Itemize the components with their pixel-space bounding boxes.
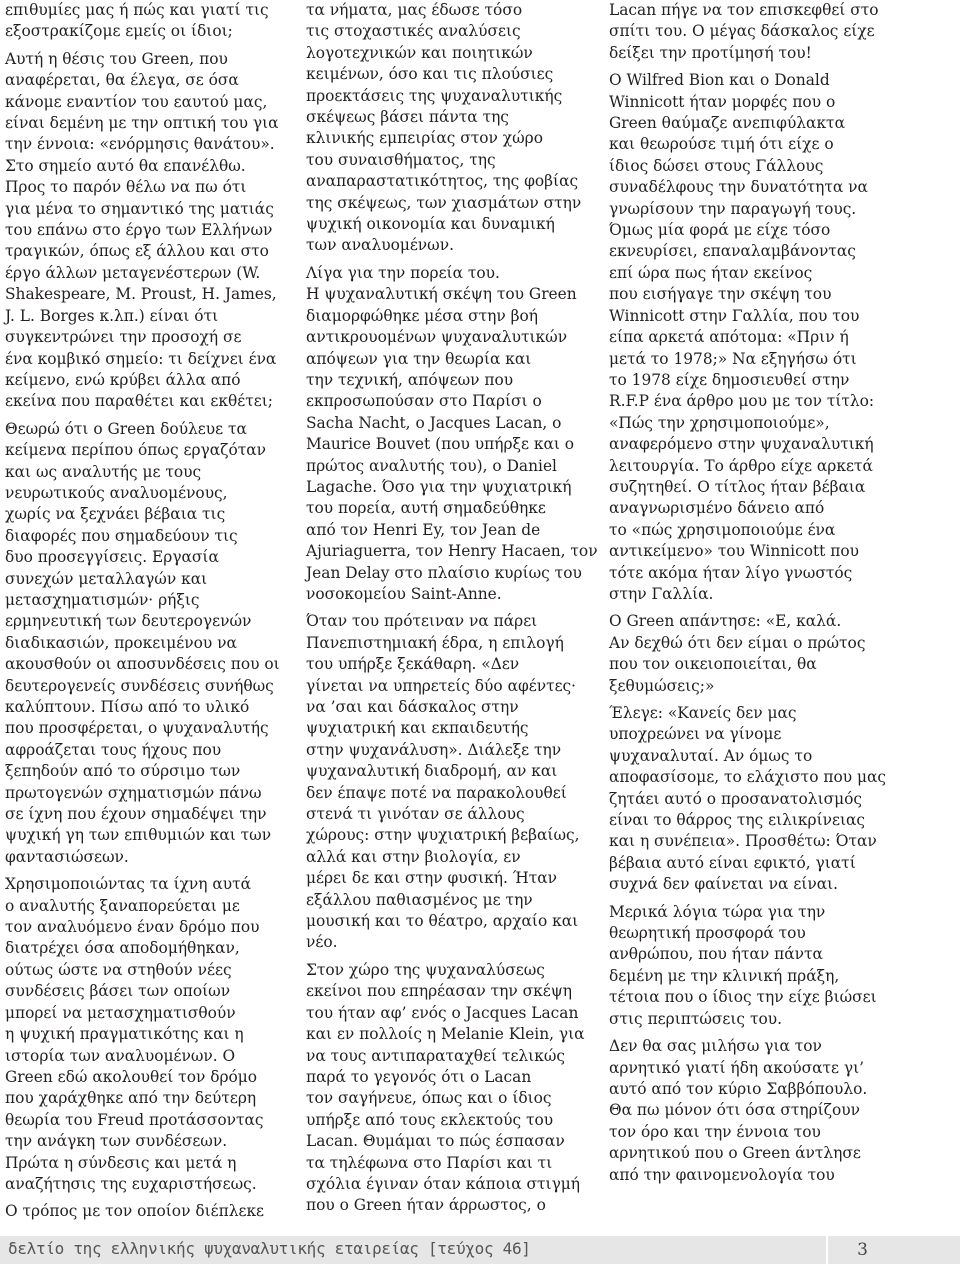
text-line: φαντασιώσεων. bbox=[5, 847, 129, 866]
text-line: διαφορές που σημαδεύουν τις bbox=[5, 526, 238, 545]
text-line: ζητάει αυτό ο προσανατολισμός bbox=[609, 789, 862, 808]
text-line: Winnicott στην Γαλλία, που του bbox=[609, 306, 860, 325]
text-line: Έλεγε: «Κανείς δεν μας bbox=[609, 704, 797, 722]
text-line: στην Γαλλία. bbox=[609, 584, 714, 603]
text-line: απόψεων για την θεωρία και bbox=[306, 349, 532, 368]
text-line: σχόλια έγιναν όταν κάποια στιγμή bbox=[306, 1174, 580, 1193]
text-line: Μερικά λόγια τώρα για την bbox=[609, 902, 826, 921]
text-column-right bbox=[609, 0, 955, 1192]
text-line: «Πώς την χρησιμοποιούμε», bbox=[609, 413, 830, 432]
paragraph bbox=[609, 0, 955, 64]
page-number: 3 bbox=[857, 1240, 868, 1260]
text-line: κλινικής εμπειρίας στον χώρο bbox=[306, 129, 543, 148]
text-line: γνωρίσουν την παραγωγή τους. bbox=[609, 199, 857, 218]
text-line: τέτοια που ο ίδιος την είχε βιώσει bbox=[609, 988, 877, 1007]
text-line: Maurice Bouvet (που υπήρξε και ο bbox=[306, 435, 575, 454]
text-line: μπορεί να μετασχηματισθούν bbox=[5, 1003, 236, 1022]
text-line: ξεπηδούν από το σύρσιμο των bbox=[5, 762, 241, 781]
text-line: έργο άλλων μεταγενέστερων (W. bbox=[5, 263, 261, 282]
text-line: Shakespeare, M. Proust, H. James, bbox=[5, 285, 277, 304]
paragraph bbox=[5, 0, 305, 43]
text-line: ψυχιατρική και εκπαιδευτής bbox=[306, 719, 529, 738]
footer-page-box bbox=[828, 1236, 960, 1264]
text-line: ψυχαναλυτική διαδρομή, αν και bbox=[306, 762, 558, 781]
text-line: θεωρητική προσφορά του bbox=[609, 924, 806, 943]
paragraph bbox=[5, 1201, 305, 1222]
text-line: αντικρουομένων ψυχαναλυτικών bbox=[306, 328, 568, 347]
text-line: εκπροσωπούσαν στο Παρίσι ο bbox=[306, 392, 542, 411]
text-line: Όμως μία φορά με είχε τόσο bbox=[609, 221, 831, 240]
text-line: Πανεπιστημιακή έδρα, η επιλογή bbox=[306, 633, 564, 652]
text-line: από τον Henri Ey, τον Jean de bbox=[306, 520, 541, 539]
paragraph bbox=[5, 874, 305, 1195]
text-line: να τους αντιπαραταχθεί τελικώς bbox=[306, 1046, 566, 1065]
text-line: είπα αρκετά απότομα: «Πριν ή bbox=[609, 328, 849, 347]
text-column-left bbox=[5, 0, 305, 1229]
footer-bar bbox=[0, 1236, 826, 1264]
text-line: δευτερογενείς συνδέσεις συνήθως bbox=[5, 676, 274, 695]
text-line: Ο Green απάντησε: «Ε, καλά. bbox=[609, 612, 842, 631]
paragraph bbox=[5, 49, 305, 413]
text-line: επιθυμίες μας ή πώς και γιατί τις bbox=[5, 1, 269, 19]
text-line: και εν πολλοίς η Melanie Klein, για bbox=[306, 1025, 585, 1044]
text-line: του συναισθήματος, της bbox=[306, 150, 496, 169]
text-line: επί ώρα πως ήταν εκείνος bbox=[609, 263, 813, 282]
text-line: θεωρία του Freud προτάσσοντας bbox=[5, 1110, 264, 1129]
text-line: ίδιος δώσει στους Γάλλους bbox=[609, 156, 824, 175]
text-line: εξάλλου παθιασμένος με την bbox=[306, 890, 533, 909]
text-line: συγκεντρώνει την προσοχή σε bbox=[5, 328, 242, 347]
text-line: Green θαύμαζε ανεπιφύλακτα bbox=[609, 114, 845, 133]
text-line: διαμορφώθηκε μέσα στην βοή bbox=[306, 306, 538, 325]
paragraph bbox=[609, 70, 955, 605]
text-line: Στον χώρο της ψυχαναλύσεως bbox=[306, 960, 545, 979]
footer-publication-title: δελτίο της ελληνικής ψυχαναλυτικής εταιρείας [τεύχος 46] bbox=[8, 1239, 531, 1258]
paragraph bbox=[609, 611, 955, 697]
text-line: εξοστρακίζομε εμείς οι ίδιοι; bbox=[5, 22, 233, 41]
text-line: δεν έπαψε ποτέ να παρακολουθεί bbox=[306, 783, 567, 802]
text-line: Θα πω μόνον ότι όσα στηρίζουν bbox=[609, 1101, 861, 1120]
text-line: Ο Wilfred Bion και ο Donald bbox=[609, 71, 830, 90]
text-line: αρνητικό γιατί ήδη ακούσατε γι’ bbox=[609, 1058, 865, 1077]
text-line: αναγνωρισμένο δάνειο από bbox=[609, 499, 825, 518]
text-line: Lacan πήγε να τον επισκεφθεί στο bbox=[609, 1, 879, 19]
text-line: ιστορία των αναλυομένων. Ο bbox=[5, 1046, 236, 1065]
text-line: τον αναλυόμενο έναν δρόμο που bbox=[5, 918, 260, 937]
text-line: ο αναλυτής ξαναπορεύεται με bbox=[5, 896, 240, 915]
text-line: από την φαινομενολογία του bbox=[609, 1165, 835, 1184]
text-line: συνδέσεις βάσει των οποίων bbox=[5, 982, 231, 1001]
text-line: αντικείμενο» του Winnicott που bbox=[609, 542, 859, 561]
text-line: Η ψυχαναλυτική σκέψη του Green bbox=[306, 285, 577, 304]
text-line: των αναλυομένων. bbox=[306, 236, 454, 255]
text-line: διατρέχει όσα αποδομήθηκαν, bbox=[5, 939, 240, 958]
text-line: να ’σαι και δάσκαλος στην bbox=[306, 698, 519, 716]
text-line: Χρησιμοποιώντας τα ίχνη αυτά bbox=[5, 875, 252, 894]
text-line: σε ίχνη που έχουν σημαδέψει την bbox=[5, 805, 267, 824]
text-line: εκείνα που παραθέτει και εκθέτει; bbox=[5, 392, 273, 411]
text-line: δείξει την προτίμησή του! bbox=[609, 43, 812, 62]
text-line: ερμηνευτική των δευτερογενών bbox=[5, 612, 252, 631]
text-line: Δεν θα σας μιλήσω για τον bbox=[609, 1037, 822, 1056]
text-line: δυο προσεγγίσεις. Εργασία bbox=[5, 548, 219, 567]
text-line: ούτως ώστε να στηθούν νέες bbox=[5, 960, 232, 979]
text-line: συνεχών μεταλλαγών και bbox=[5, 569, 208, 588]
text-line: Λίγα για την πορεία του. bbox=[306, 263, 500, 282]
text-line: μετασχηματισμών· ρήξις bbox=[5, 590, 200, 609]
text-line: αρνητικού που ο Green άντλησε bbox=[609, 1144, 861, 1163]
text-line: ακουσθούν οι αποσυνδέσεις που οι bbox=[5, 655, 280, 674]
text-line: την έννοια: «ενόρμησις θανάτου». bbox=[5, 135, 275, 154]
text-line: του ήταν αφ’ ενός ο Jacques Lacan bbox=[306, 1003, 579, 1022]
text-line: νευρωτικούς αναλυομένους, bbox=[5, 483, 228, 502]
text-line: νέο. bbox=[306, 933, 338, 952]
text-line: για μένα το σημαντικό της ματιάς bbox=[5, 199, 274, 218]
text-line: λειτουργία. Το άρθρο είχε αρκετά bbox=[609, 456, 873, 475]
text-line: που εισήγαγε την σκέψη του bbox=[609, 285, 832, 304]
text-line: Ajuriaguerra, τον Henry Hacaen, τον bbox=[306, 542, 598, 561]
text-line: γίνεται να υπηρετείς δύο αφέντες· bbox=[306, 676, 577, 695]
text-line: μετά το 1978;» Να εξηγήσω ότι bbox=[609, 349, 857, 368]
text-line: του υπήρξε ξεκάθαρη. «Δεν bbox=[306, 655, 520, 674]
text-line: του πορεία, αυτή σημαδεύθηκε bbox=[306, 499, 546, 518]
text-line: μουσική και το θέατρο, αρχαίο και bbox=[306, 912, 579, 931]
text-line: την ανάγκη των συνδέσεων. bbox=[5, 1132, 228, 1151]
text-line: υπήρξε από τους εκλεκτούς του bbox=[306, 1110, 554, 1129]
text-line: καλύπτουν. Πίσω από το υλικό bbox=[5, 698, 250, 716]
text-line: στενά τι γινόταν σε άλλους bbox=[306, 805, 525, 824]
text-line: σπίτι του. Ο μέγας δάσκαλος είχε bbox=[609, 22, 875, 41]
text-line: τον σαγήνευε, όπως και ο ίδιος bbox=[306, 1089, 552, 1108]
paragraph bbox=[306, 611, 600, 954]
text-line: πρώτος αναλυτής του), ο Daniel bbox=[306, 456, 557, 475]
text-line: Lacan. Θυμάμαι το πώς έσπασαν bbox=[306, 1132, 565, 1151]
text-line: συχνά δεν φαίνεται να είναι. bbox=[609, 875, 839, 894]
text-line: τα νήματα, μας έδωσε τόσο bbox=[306, 1, 523, 19]
text-line: το 1978 είχε δημοσιευθεί στην bbox=[609, 370, 850, 389]
text-line: μέρει δε και στην φυσική. Ήταν bbox=[306, 869, 558, 888]
text-line: Winnicott ήταν μορφές που ο bbox=[609, 92, 836, 111]
text-line: προεκτάσεις της ψυχαναλυτικής bbox=[306, 86, 563, 105]
text-line: Προς το παρόν θέλω να πω ότι bbox=[5, 178, 247, 197]
text-line: τραγικών, όπως εξ άλλου και στο bbox=[5, 242, 269, 261]
paragraph bbox=[306, 0, 600, 257]
text-line: που χαράχθηκε από την δεύτερη bbox=[5, 1089, 257, 1108]
text-line: αφροάζεται τους ήχους που bbox=[5, 740, 222, 759]
text-line: στην ψυχανάλυση». Διάλεξε την bbox=[306, 740, 562, 759]
text-line: αναφέρεται, θα έλεγα, σε όσα bbox=[5, 71, 239, 90]
text-line: αποφασίσομε, το ελάχιστο που μας bbox=[609, 768, 886, 787]
paragraph bbox=[609, 1036, 955, 1186]
text-line: στις περιπτώσεις του. bbox=[609, 1009, 782, 1028]
text-line: η ψυχική πραγματικότης και η bbox=[5, 1025, 244, 1044]
text-line: ένα κομβικό σημείο: τι δείχνει ένα bbox=[5, 349, 277, 368]
text-line: αυτό από τον κύριο Σαββόπουλο. bbox=[609, 1079, 868, 1098]
text-line: ανθρώπου, που ήταν πάντα bbox=[609, 945, 823, 964]
text-line: είναι το θάρρος της ειλικρίνειας bbox=[609, 811, 866, 830]
paragraph bbox=[306, 960, 600, 1217]
text-line: και θεωρούσε τιμή ότι είχε ο bbox=[609, 135, 834, 154]
text-line: πρωτογενών σχηματισμών πάνω bbox=[5, 783, 262, 802]
text-line: που τον οικειοποιείται, θα bbox=[609, 655, 817, 674]
text-line: που ο Green ήταν άρρωστος, ο bbox=[306, 1196, 546, 1215]
text-line: τα τηλέφωνα στο Παρίσι και τι bbox=[306, 1153, 553, 1172]
text-line: R.F.P ένα άρθρο μου με τον τίτλο: bbox=[609, 392, 875, 411]
text-line: αλλά και στην βιολογία, εν bbox=[306, 847, 521, 866]
text-line: J. L. Borges κ.λπ.) είναι ότι bbox=[5, 306, 219, 325]
paragraph bbox=[306, 263, 600, 606]
text-line: Στο σημείο αυτό θα επανέλθω. bbox=[5, 156, 246, 175]
text-line: σκέψεως βάσει πάντα της bbox=[306, 108, 509, 127]
text-column-middle bbox=[306, 0, 600, 1223]
text-line: κείμενο, ενώ κρύβει άλλα από bbox=[5, 370, 241, 389]
text-line: αναζήτησις της ευχαριστήσεως. bbox=[5, 1174, 257, 1193]
paragraph bbox=[5, 419, 305, 869]
paragraph bbox=[609, 902, 955, 1030]
text-line: εκείνοι που επηρέασαν την σκέψη bbox=[306, 982, 573, 1001]
text-line: είναι δεμένη με την οπτική του για bbox=[5, 114, 279, 133]
text-line: ψυχική γη των επιθυμιών και των bbox=[5, 826, 272, 845]
text-line: Θεωρώ ότι ο Green δούλευε τα bbox=[5, 419, 247, 438]
text-line: Πρώτα η σύνδεσις και μετά η bbox=[5, 1153, 237, 1172]
text-line: της σκέψεως, των χιασμάτων στην bbox=[306, 193, 582, 212]
text-line: Όταν του πρότειναν να πάρει bbox=[306, 612, 538, 631]
text-line: Lagache. Όσο για την ψυχιατρική bbox=[306, 477, 572, 496]
text-line: Ο τρόπος με τον οποίον διέπλεκε bbox=[5, 1202, 265, 1221]
text-line: αναπαραστατικότητος, της φοβίας bbox=[306, 172, 579, 191]
page-footer bbox=[0, 1236, 960, 1264]
text-line: συναδέλφους την δυνατότητα να bbox=[609, 178, 868, 197]
text-line: κείμενα περίπου όπως εργαζόταν bbox=[5, 441, 266, 460]
text-line: υποχρεώνει να γίνομε bbox=[609, 725, 782, 744]
text-line: συζητηθεί. Ο τίτλος ήταν βέβαια bbox=[609, 477, 866, 496]
text-line: αναφερόμενο στην ψυχαναλυτική bbox=[609, 435, 874, 454]
text-line: Sacha Nacht, o Jacques Lacan, o bbox=[306, 413, 562, 432]
text-line: τότε ακόμα ήταν λίγο γνωστός bbox=[609, 563, 853, 582]
text-line: και η συνέπεια». Προσθέτω: Όταν bbox=[609, 832, 877, 851]
text-line: ξεθυμώσεις;» bbox=[609, 676, 715, 695]
text-line: Αυτή η θέσις του Green, που bbox=[5, 49, 228, 68]
text-line: δεμένη με την κλινική πράξη, bbox=[609, 966, 840, 985]
text-line: χώρους: στην ψυχιατρική βεβαίως, bbox=[306, 826, 580, 845]
text-line: χωρίς να ξεχνάει βέβαια τις bbox=[5, 505, 226, 524]
text-line: του επάνω στο έργο των Ελλήνων bbox=[5, 221, 273, 240]
text-line: Green εδώ ακολουθεί τον δρόμο bbox=[5, 1067, 258, 1086]
text-line: ψυχική οικονομία και δυναμική bbox=[306, 215, 555, 234]
text-line: νοσοκομείου Saint-Anne. bbox=[306, 584, 502, 603]
text-line: το «πώς χρησιμοποιούμε ένα bbox=[609, 520, 836, 539]
text-line: λογοτεχνικών και ποιητικών bbox=[306, 43, 533, 62]
text-line: εκνευρίσει, επαναλαμβάνοντας bbox=[609, 242, 856, 261]
text-line: Jean Delay στο πλαίσιο κυρίως του bbox=[306, 563, 582, 582]
text-line: κειμένων, όσο και τις πλούσιες bbox=[306, 65, 554, 84]
text-line: Αν δεχθώ ότι δεν είμαι ο πρώτος bbox=[609, 633, 866, 652]
text-line: ψυχαναλυταί. Αν όμως το bbox=[609, 746, 813, 765]
text-line: τις στοχαστικές αναλύσεις bbox=[306, 22, 521, 41]
text-line: που προσφέρεται, ο ψυχαναλυτής bbox=[5, 719, 269, 738]
text-line: την τεχνική, απόψεων που bbox=[306, 370, 514, 389]
text-line: κάνομε εναντίον του εαυτού μας, bbox=[5, 92, 268, 111]
text-line: βέβαια αυτό είναι εφικτό, γιατί bbox=[609, 853, 856, 872]
text-line: τον όρο και την έννοια του bbox=[609, 1122, 821, 1141]
text-line: διαδικασιών, προκειμένου να bbox=[5, 633, 237, 652]
text-line: παρά το γεγονός ότι ο Lacan bbox=[306, 1067, 532, 1086]
text-line: και ως αναλυτής με τους bbox=[5, 462, 202, 481]
paragraph bbox=[609, 703, 955, 896]
